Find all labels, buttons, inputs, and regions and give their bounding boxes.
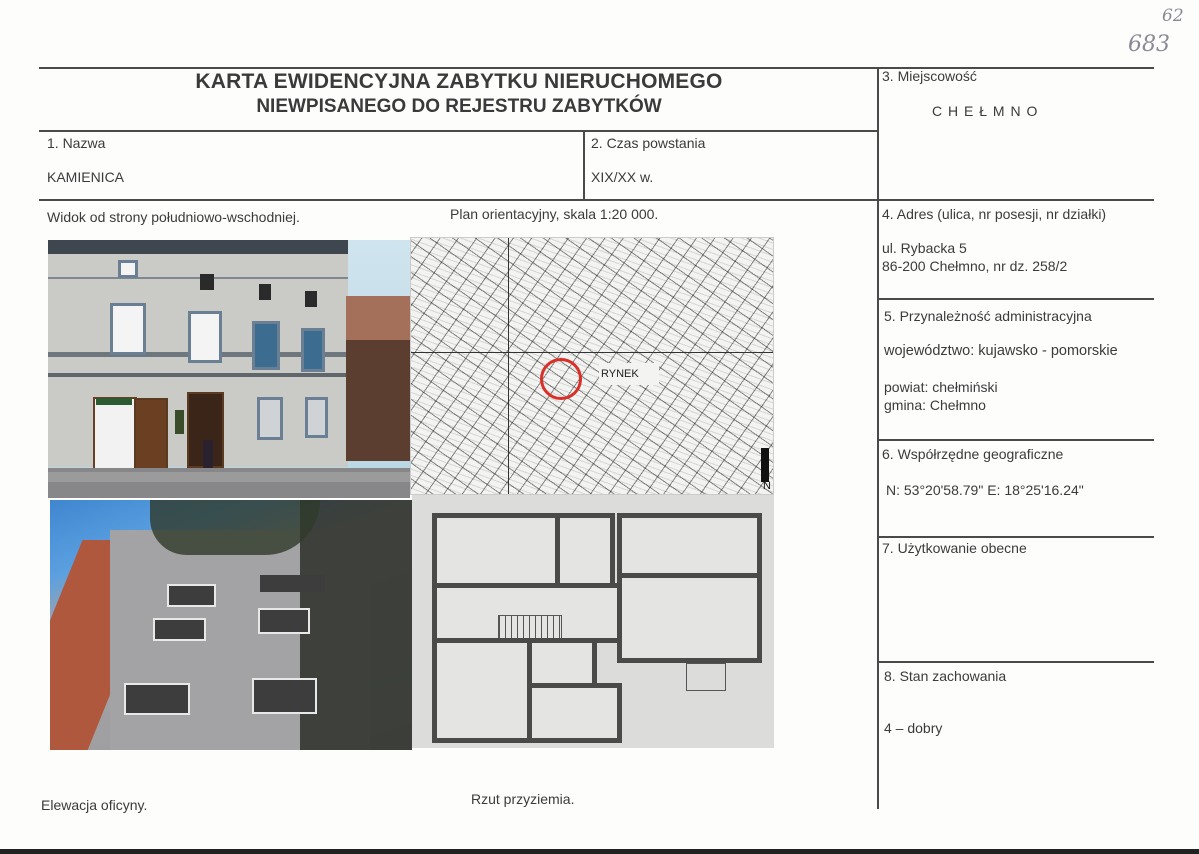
administration-label: 5. Przynależność administracyjna — [884, 308, 1092, 324]
admin-divider — [878, 439, 1154, 441]
handwritten-note: 62 — [1162, 6, 1184, 26]
name-label: 1. Nazwa — [47, 135, 106, 151]
document-subtitle: NIEWPISANEGO DO REJESTRU ZABYTKÓW — [256, 96, 662, 117]
locality-value: C H E Ł M N O — [932, 103, 1039, 119]
row2-divider — [39, 199, 1154, 201]
map-label-rynek: RYNEK — [601, 368, 639, 380]
facade-caption: Widok od strony południowo-wschodniej. — [47, 209, 300, 225]
right-column-divider — [877, 67, 879, 809]
location-marker-circle — [540, 358, 582, 400]
coordinates-label: 6. Współrzędne geograficzne — [882, 446, 1064, 462]
date-value: XIX/XX w. — [591, 169, 654, 185]
title-divider — [39, 130, 878, 132]
document-title: KARTA EWIDENCYJNA ZABYTKU NIERUCHOMEGO — [195, 70, 723, 93]
county-value: powiat: chełmiński — [884, 379, 998, 395]
name-value: KAMIENICA — [47, 169, 125, 185]
address-line2: 86-200 Chełmno, nr dz. 258/2 — [882, 258, 1068, 274]
condition-value: 4 – dobry — [884, 720, 943, 736]
locality-label: 3. Miejscowość — [882, 68, 977, 84]
commune-value: gmina: Chełmno — [884, 397, 986, 413]
current-use-label: 7. Użytkowanie obecne — [882, 540, 1027, 556]
rear-elevation-caption: Elewacja oficyny. — [41, 797, 148, 813]
condition-label: 8. Stan zachowania — [884, 668, 1007, 684]
floor-plan-caption: Rzut przyziemia. — [471, 791, 575, 807]
top-border — [39, 67, 1154, 69]
voivodeship-value: województwo: kujawsko - pomorskie — [884, 343, 1118, 359]
scan-bottom-edge — [0, 849, 1199, 854]
usage-divider — [878, 661, 1154, 663]
facade-photo — [48, 240, 410, 498]
address-label: 4. Adres (ulica, nr posesji, nr działki) — [882, 206, 1107, 222]
ground-floor-plan — [412, 495, 774, 748]
north-arrow-icon — [761, 448, 769, 482]
map-caption: Plan orientacyjny, skala 1:20 000. — [450, 206, 659, 222]
rear-elevation-photo — [50, 500, 412, 750]
address-divider — [878, 298, 1154, 300]
coords-divider — [878, 536, 1154, 538]
date-label: 2. Czas powstania — [591, 135, 706, 151]
name-date-divider — [583, 131, 585, 200]
handwritten-archive-number: 683 — [1128, 32, 1170, 57]
address-line1: ul. Rybacka 5 — [882, 240, 967, 256]
north-label: N — [763, 480, 771, 492]
coordinates-value: N: 53°20'58.79" E: 18°25'16.24" — [886, 482, 1084, 498]
orientation-map — [410, 237, 774, 495]
